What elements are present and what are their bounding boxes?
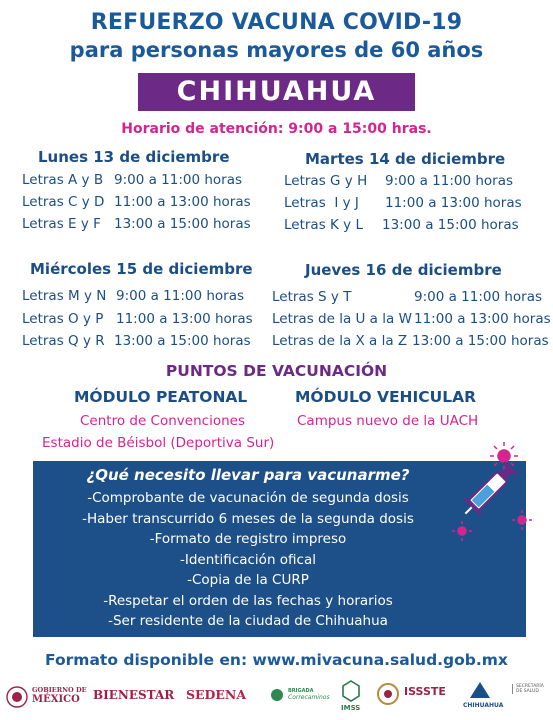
requirement-item: -Identificación ofical: [179, 552, 316, 568]
secretaria-salud-logo: [512, 684, 544, 694]
bienestar-logo: BIENESTAR: [93, 688, 175, 702]
time-label: 9:00 a 11:00 horas: [385, 173, 514, 189]
attention-hours: Horario de atención: 9:00 a 15:00 hras.: [121, 121, 432, 137]
requirement-item: -Haber transcurrido 6 meses de la segunda dosis: [82, 511, 414, 527]
time-label: 13:00 a 15:00 horas: [412, 333, 549, 349]
sedena-logo: SEDENA: [186, 687, 247, 702]
letters-label: Letras C y D: [22, 194, 105, 210]
logo-text: Correcaminos: [288, 694, 330, 701]
registration-link[interactable]: Formato disponible en: www.mivacuna.salud.gob.mx: [45, 651, 508, 669]
logo-text: GOBIERNO DE: [32, 686, 87, 694]
pedestrian-module-title: MÓDULO PEATONAL: [74, 388, 248, 406]
requirement-item: -Ser residente de la ciudad de Chihuahua: [108, 613, 388, 629]
title-line-1: REFUERZO VACUNA COVID-19: [90, 10, 463, 35]
time-label: 9:00 a 11:00 horas: [414, 289, 543, 305]
requirement-item: -Comprobante de vacunación de segunda dosis: [87, 490, 409, 506]
logo-text: MÉXICO: [32, 694, 80, 705]
letters-label: Letras M y N: [22, 288, 107, 304]
letters-label: Letras de la U a la W: [272, 311, 412, 327]
time-label: 13:00 a 15:00 horas: [382, 217, 519, 233]
day-title-wednesday: Miércoles 15 de diciembre: [30, 260, 253, 278]
logo-text: SECRETARÍA: [516, 684, 544, 689]
time-label: 11:00 a 13:00 horas: [114, 194, 251, 210]
logo-text: BRIGADA: [288, 688, 314, 694]
sponsor-logos: [0, 678, 553, 720]
logo-text: ISSSTE: [404, 685, 446, 698]
logo-text: DE SALUD: [516, 689, 539, 694]
issste-emblem-icon: [376, 682, 400, 706]
letters-label: Letras Q y R: [22, 333, 105, 349]
pedestrian-location: Estadio de Béisbol (Deportiva Sur): [42, 435, 275, 451]
letters-label: Letras G y H: [284, 173, 368, 189]
requirement-item: -Copia de la CURP: [187, 572, 309, 588]
imss-emblem-icon: [342, 680, 360, 702]
time-label: 9:00 a 11:00 horas: [116, 288, 245, 304]
day-title-tuesday: Martes 14 de diciembre: [305, 150, 506, 168]
time-label: 13:00 a 15:00 horas: [114, 216, 251, 232]
requirement-item: -Formato de registro impreso: [149, 531, 347, 547]
time-label: 11:00 a 13:00 horas: [116, 311, 253, 327]
vehicular-module-title: MÓDULO VEHICULAR: [295, 388, 477, 406]
requirement-item: -Respetar el orden de las fechas y horarios: [103, 593, 393, 609]
chihuahua-emblem-icon: [467, 680, 493, 700]
title-line-2: para personas mayores de 60 años: [69, 38, 484, 62]
letters-label: Letras K y L: [284, 217, 363, 233]
logo-text: IMSS: [341, 704, 361, 712]
syringe-icon: [448, 436, 534, 542]
eagle-seal-icon: [6, 686, 28, 708]
logo-text: CHIHUAHUA: [463, 702, 504, 709]
letters-label: Letras S y T: [272, 289, 352, 305]
letters-label: Letras I y J: [284, 195, 359, 211]
day-title-thursday: Jueves 16 de diciembre: [305, 261, 502, 279]
pedestrian-location: Centro de Convenciones: [80, 413, 245, 429]
time-label: 11:00 a 13:00 horas: [385, 195, 522, 211]
letters-label: Letras E y F: [22, 216, 101, 232]
vehicular-location: Campus nuevo de la UACH: [297, 413, 479, 429]
time-label: 9:00 a 11:00 horas: [114, 172, 243, 188]
time-label: 13:00 a 15:00 horas: [114, 333, 251, 349]
time-label: 11:00 a 13:00 horas: [414, 311, 551, 327]
state-banner: CHIHUAHUA: [138, 73, 415, 111]
letters-label: Letras de la X a la Z: [272, 333, 408, 349]
requirements-question: ¿Qué necesito llevar para vacunarme?: [86, 466, 410, 484]
roadrunner-icon: [270, 688, 284, 702]
vaccination-points-title: PUNTOS DE VACUNACIÓN: [165, 362, 388, 380]
letters-label: Letras A y B: [22, 172, 104, 188]
letters-label: Letras O y P: [22, 311, 104, 327]
day-title-monday: Lunes 13 de diciembre: [38, 148, 230, 166]
